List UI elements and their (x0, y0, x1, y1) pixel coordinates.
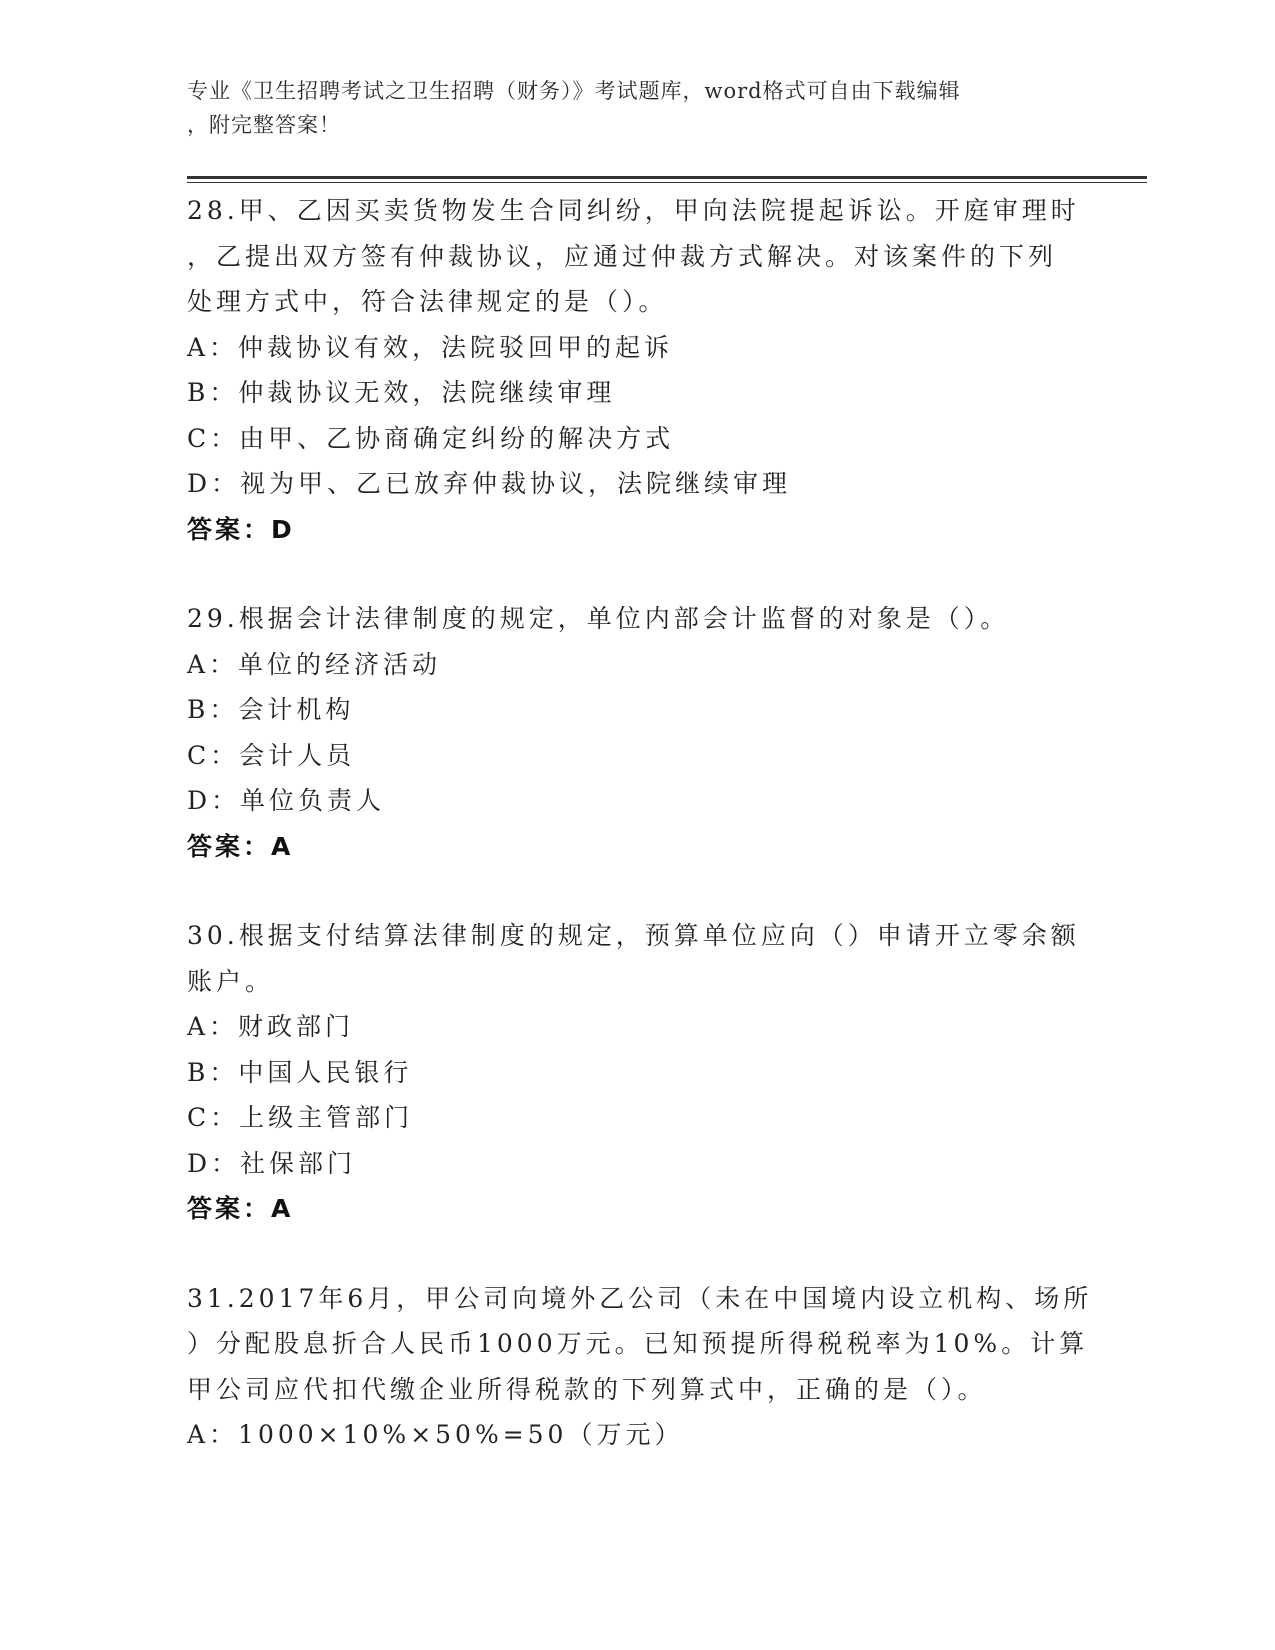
option-d: D：社保部门 (187, 1148, 357, 1178)
answer-label: 答案：D (187, 514, 295, 544)
question-text: 甲公司应代扣代缴企业所得税款的下列算式中，正确的是（）。 (187, 1374, 987, 1404)
option-d: D：单位负责人 (187, 786, 386, 815)
document-header (187, 74, 1067, 142)
option-a: A：仲裁协议有效，法院驳回甲的起诉 (187, 332, 674, 362)
header-line: ，附完整答案！ (187, 113, 341, 137)
option-c: C：由甲、乙协商确定纠纷的解决方式 (187, 423, 675, 453)
question-text: ）分配股息折合人民币1000万元。已知预提所得税税率为10%。计算 (187, 1329, 1089, 1358)
option-b: B：会计机构 (187, 695, 355, 724)
question-text: 账户。 (187, 966, 275, 996)
option-c: C：会计人员 (187, 740, 356, 770)
option-a: A：1000×10%×50%=50（万元） (187, 1420, 684, 1449)
header-divider-thin (187, 182, 1147, 183)
question-29 (187, 596, 1147, 869)
option-d: D：视为甲、乙已放弃仲裁协议，法院继续审理 (187, 469, 792, 498)
header-divider-thick (187, 176, 1147, 179)
question-28 (187, 188, 1147, 552)
question-text: ，乙提出双方签有仲裁协议，应通过仲裁方式解决。对该案件的下列 (187, 241, 1058, 271)
answer-label: 答案：A (187, 831, 294, 861)
question-text: 30.根据支付结算法律制度的规定，预算单位应向（）申请开立零余额 (187, 921, 1080, 950)
question-text: 31.2017年6月，甲公司向境外乙公司（未在中国境内设立机构、场所 (187, 1283, 1093, 1313)
option-b: B：中国人民银行 (187, 1057, 413, 1087)
question-text: 28.甲、乙因买卖货物发生合同纠纷，甲向法院提起诉讼。开庭审理时 (187, 196, 1080, 225)
question-text: 29.根据会计法律制度的规定，单位内部会计监督的对象是（）。 (187, 604, 1010, 633)
option-b: B：仲裁协议无效，法院继续审理 (187, 378, 616, 407)
answer-label: 答案：A (187, 1194, 294, 1223)
question-text: 处理方式中，符合法律规定的是（）。 (187, 287, 668, 316)
header-line: 专业《卫生招聘考试之卫生招聘（财务）》考试题库，word格式可自由下载编辑 (187, 79, 961, 103)
question-31 (187, 1276, 1147, 1458)
option-a: A：财政部门 (187, 1012, 355, 1041)
question-list (187, 188, 1147, 1502)
option-a: A：单位的经济活动 (187, 649, 442, 679)
option-c: C：上级主管部门 (187, 1103, 414, 1132)
question-30 (187, 913, 1147, 1232)
